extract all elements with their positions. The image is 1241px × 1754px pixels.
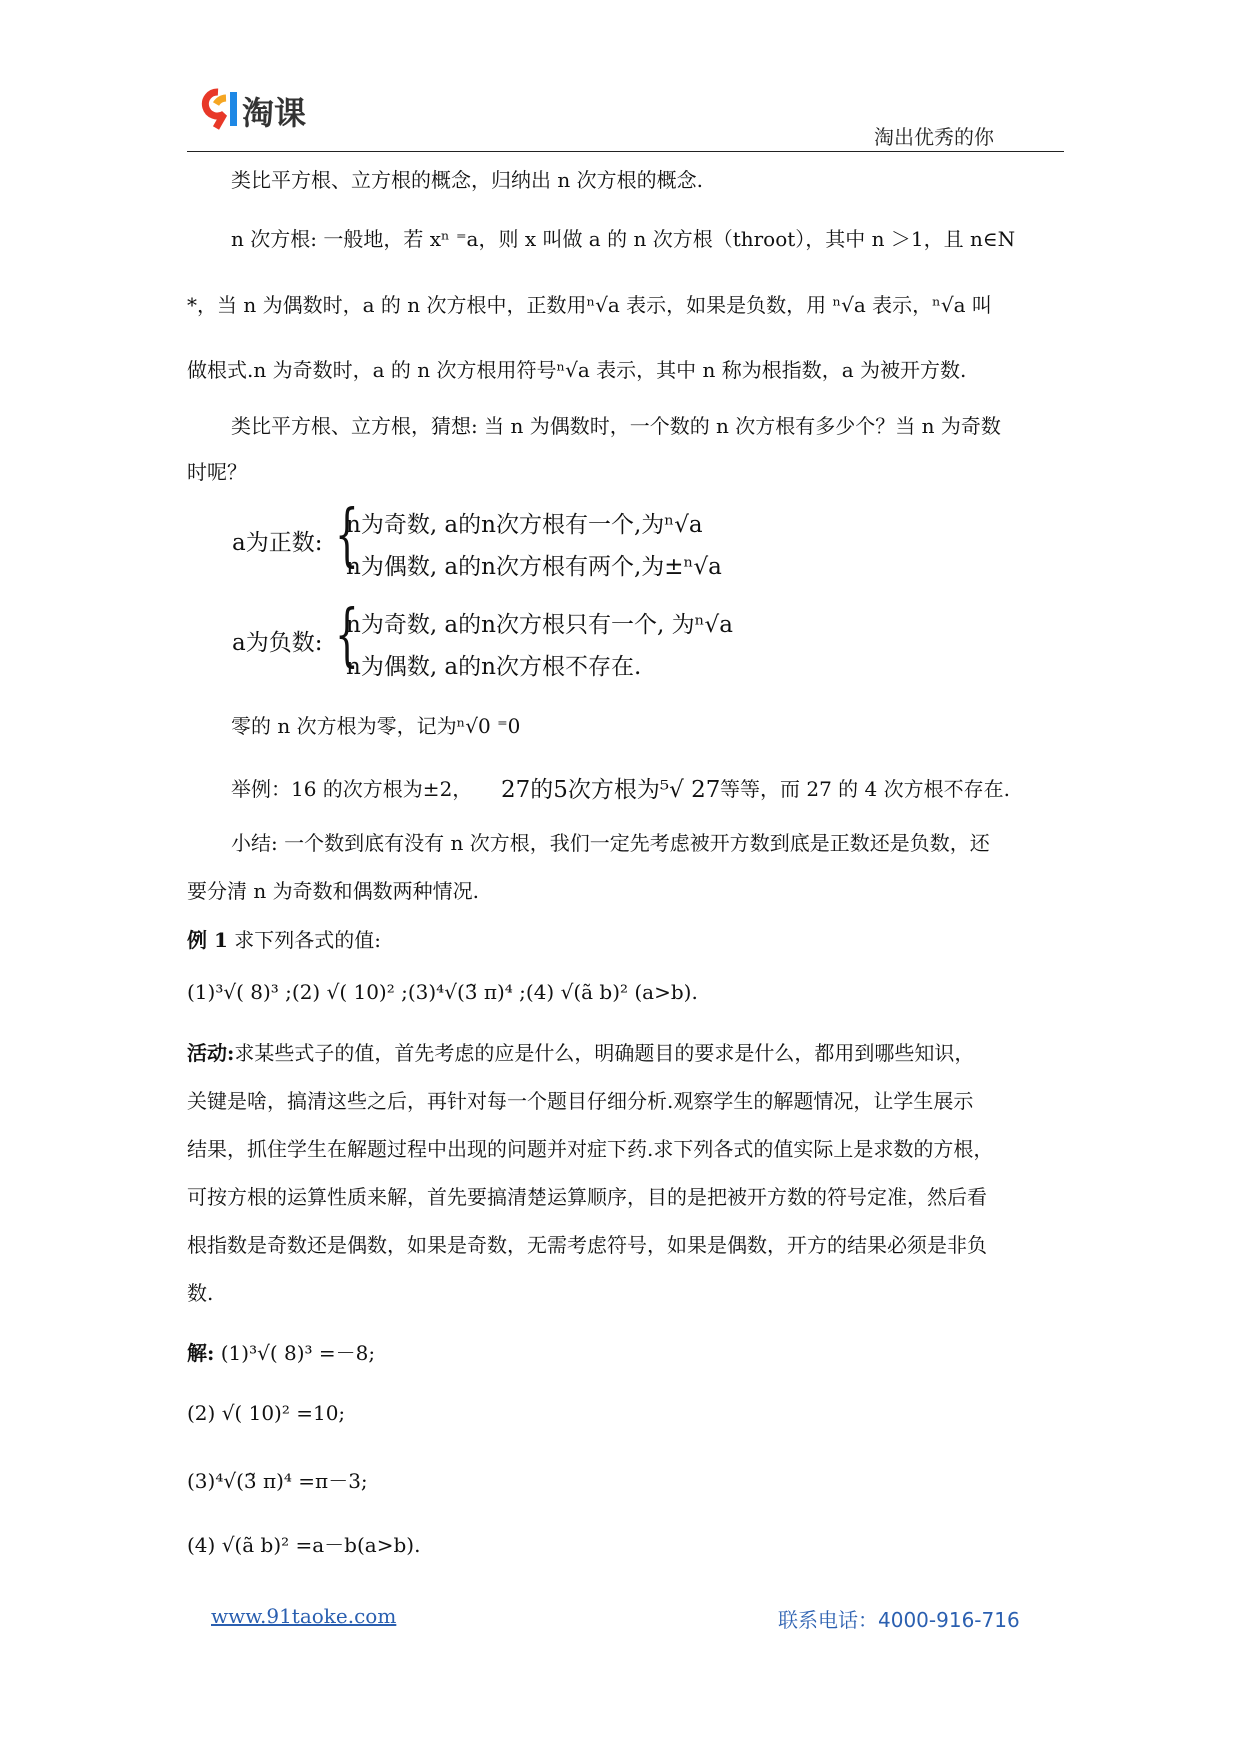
case-positive-odd: n为奇数, a的n次方根有一个,为ⁿ√a — [346, 512, 703, 538]
footer-website-link[interactable]: www.91taoke.com — [211, 1604, 397, 1628]
case-negative-label: a为负数: — [232, 630, 323, 656]
example-label: 例 1 — [187, 928, 228, 952]
brace-negative: { — [335, 596, 359, 675]
case-positive-even: n为偶数, a的n次方根有两个,为±ⁿ√a — [346, 554, 722, 580]
svg-text:淘课: 淘课 — [242, 94, 307, 132]
solution-4: (4) √(ã b)² =a－b(a>b). — [187, 1533, 421, 1557]
solution-2: (2) √( 10)² =10; — [187, 1401, 346, 1425]
paragraph-example-b: 27的5次方根为⁵√ 27 — [501, 777, 721, 803]
header-divider — [187, 151, 1064, 152]
logo-icon — [200, 86, 320, 132]
paragraph-even-case: *，当 n 为偶数时，a 的 n 次方根中，正数用ⁿ√a 表示，如果是负数，用 ⁿ√a 表示，ⁿ√a 叫 — [187, 293, 992, 317]
solution-1 — [187, 1337, 375, 1366]
header-slogan: 淘出优秀的你 — [874, 125, 994, 149]
example-heading — [187, 924, 381, 953]
paragraph-guess: 类比平方根、立方根，猜想: 当 n 为偶数时，一个数的 n 次方根有多少个？当 n 为奇数 — [231, 414, 1001, 438]
paragraph-summary-cont: 要分清 n 为奇数和偶数两种情况. — [187, 879, 479, 903]
case-negative-even: n为偶数, a的n次方根不存在. — [346, 654, 642, 680]
brace-positive: { — [335, 496, 359, 575]
activity-line-2: 关键是啥，搞清这些之后，再针对每一个题目仔细分析.观察学生的解题情况，让学生展示 — [187, 1089, 974, 1113]
paragraph-example-a: 举例：16 的次方根为±2， — [231, 777, 473, 801]
solution-3: (3)⁴√(3̃ π)⁴ =π－3; — [187, 1469, 368, 1493]
activity-label: 活动: — [187, 1041, 235, 1065]
paragraph-summary: 小结: 一个数到底有没有 n 次方根，我们一定先考虑被开方数到底是正数还是负数，还 — [231, 831, 990, 855]
brand-logo — [200, 86, 320, 132]
paragraph-zero: 零的 n 次方根为零，记为ⁿ√0 ⁼0 — [231, 714, 521, 738]
example-items: (1)³√( 8)³ ;(2) √( 10)² ;(3)⁴√(3̃ π)⁴ ;(4) √(ã b)² (a>b). — [187, 980, 698, 1004]
case-negative-odd: n为奇数, a的n次方根只有一个, 为ⁿ√a — [346, 612, 733, 638]
paragraph-odd-case: 做根式.n 为奇数时，a 的 n 次方根用符号ⁿ√a 表示，其中 n 称为根指数，a 为被开方数. — [187, 358, 967, 382]
activity-line-1 — [187, 1037, 974, 1066]
paragraph-definition: n 次方根: 一般地，若 xⁿ ⁼a，则 x 叫做 a 的 n 次方根（throot），其中 n ＞1，且 n∈N — [231, 227, 1016, 251]
footer-phone: 联系电话：4000-916-716 — [778, 1608, 1020, 1632]
activity-line-5: 根指数是奇数还是偶数，如果是奇数，无需考虑符号，如果是偶数，开方的结果必须是非负 — [187, 1233, 987, 1257]
example-prompt: 求下列各式的值: — [227, 928, 381, 952]
paragraph-guess-cont: 时呢？ — [187, 460, 247, 484]
activity-line-3: 结果，抓住学生在解题过程中出现的问题并对症下药.求下列各式的值实际上是求数的方根， — [187, 1137, 994, 1161]
paragraph-example-c: 等等，而 27 的 4 次方根不存在. — [720, 777, 1010, 801]
activity-line-4: 可按方根的运算性质来解，首先要搞清楚运算顺序，目的是把被开方数的符号定准，然后看 — [187, 1185, 987, 1209]
solution-label: 解: — [187, 1341, 215, 1365]
activity-line-6: 数. — [187, 1281, 214, 1305]
paragraph-intro: 类比平方根、立方根的概念，归纳出 n 次方根的概念. — [231, 168, 703, 192]
activity-text-1: 求某些式子的值，首先考虑的应是什么，明确题目的要求是什么，都用到哪些知识， — [234, 1041, 975, 1065]
solution-1-text: (1)³√( 8)³ =－8; — [220, 1341, 376, 1365]
case-positive-label: a为正数: — [232, 530, 323, 556]
